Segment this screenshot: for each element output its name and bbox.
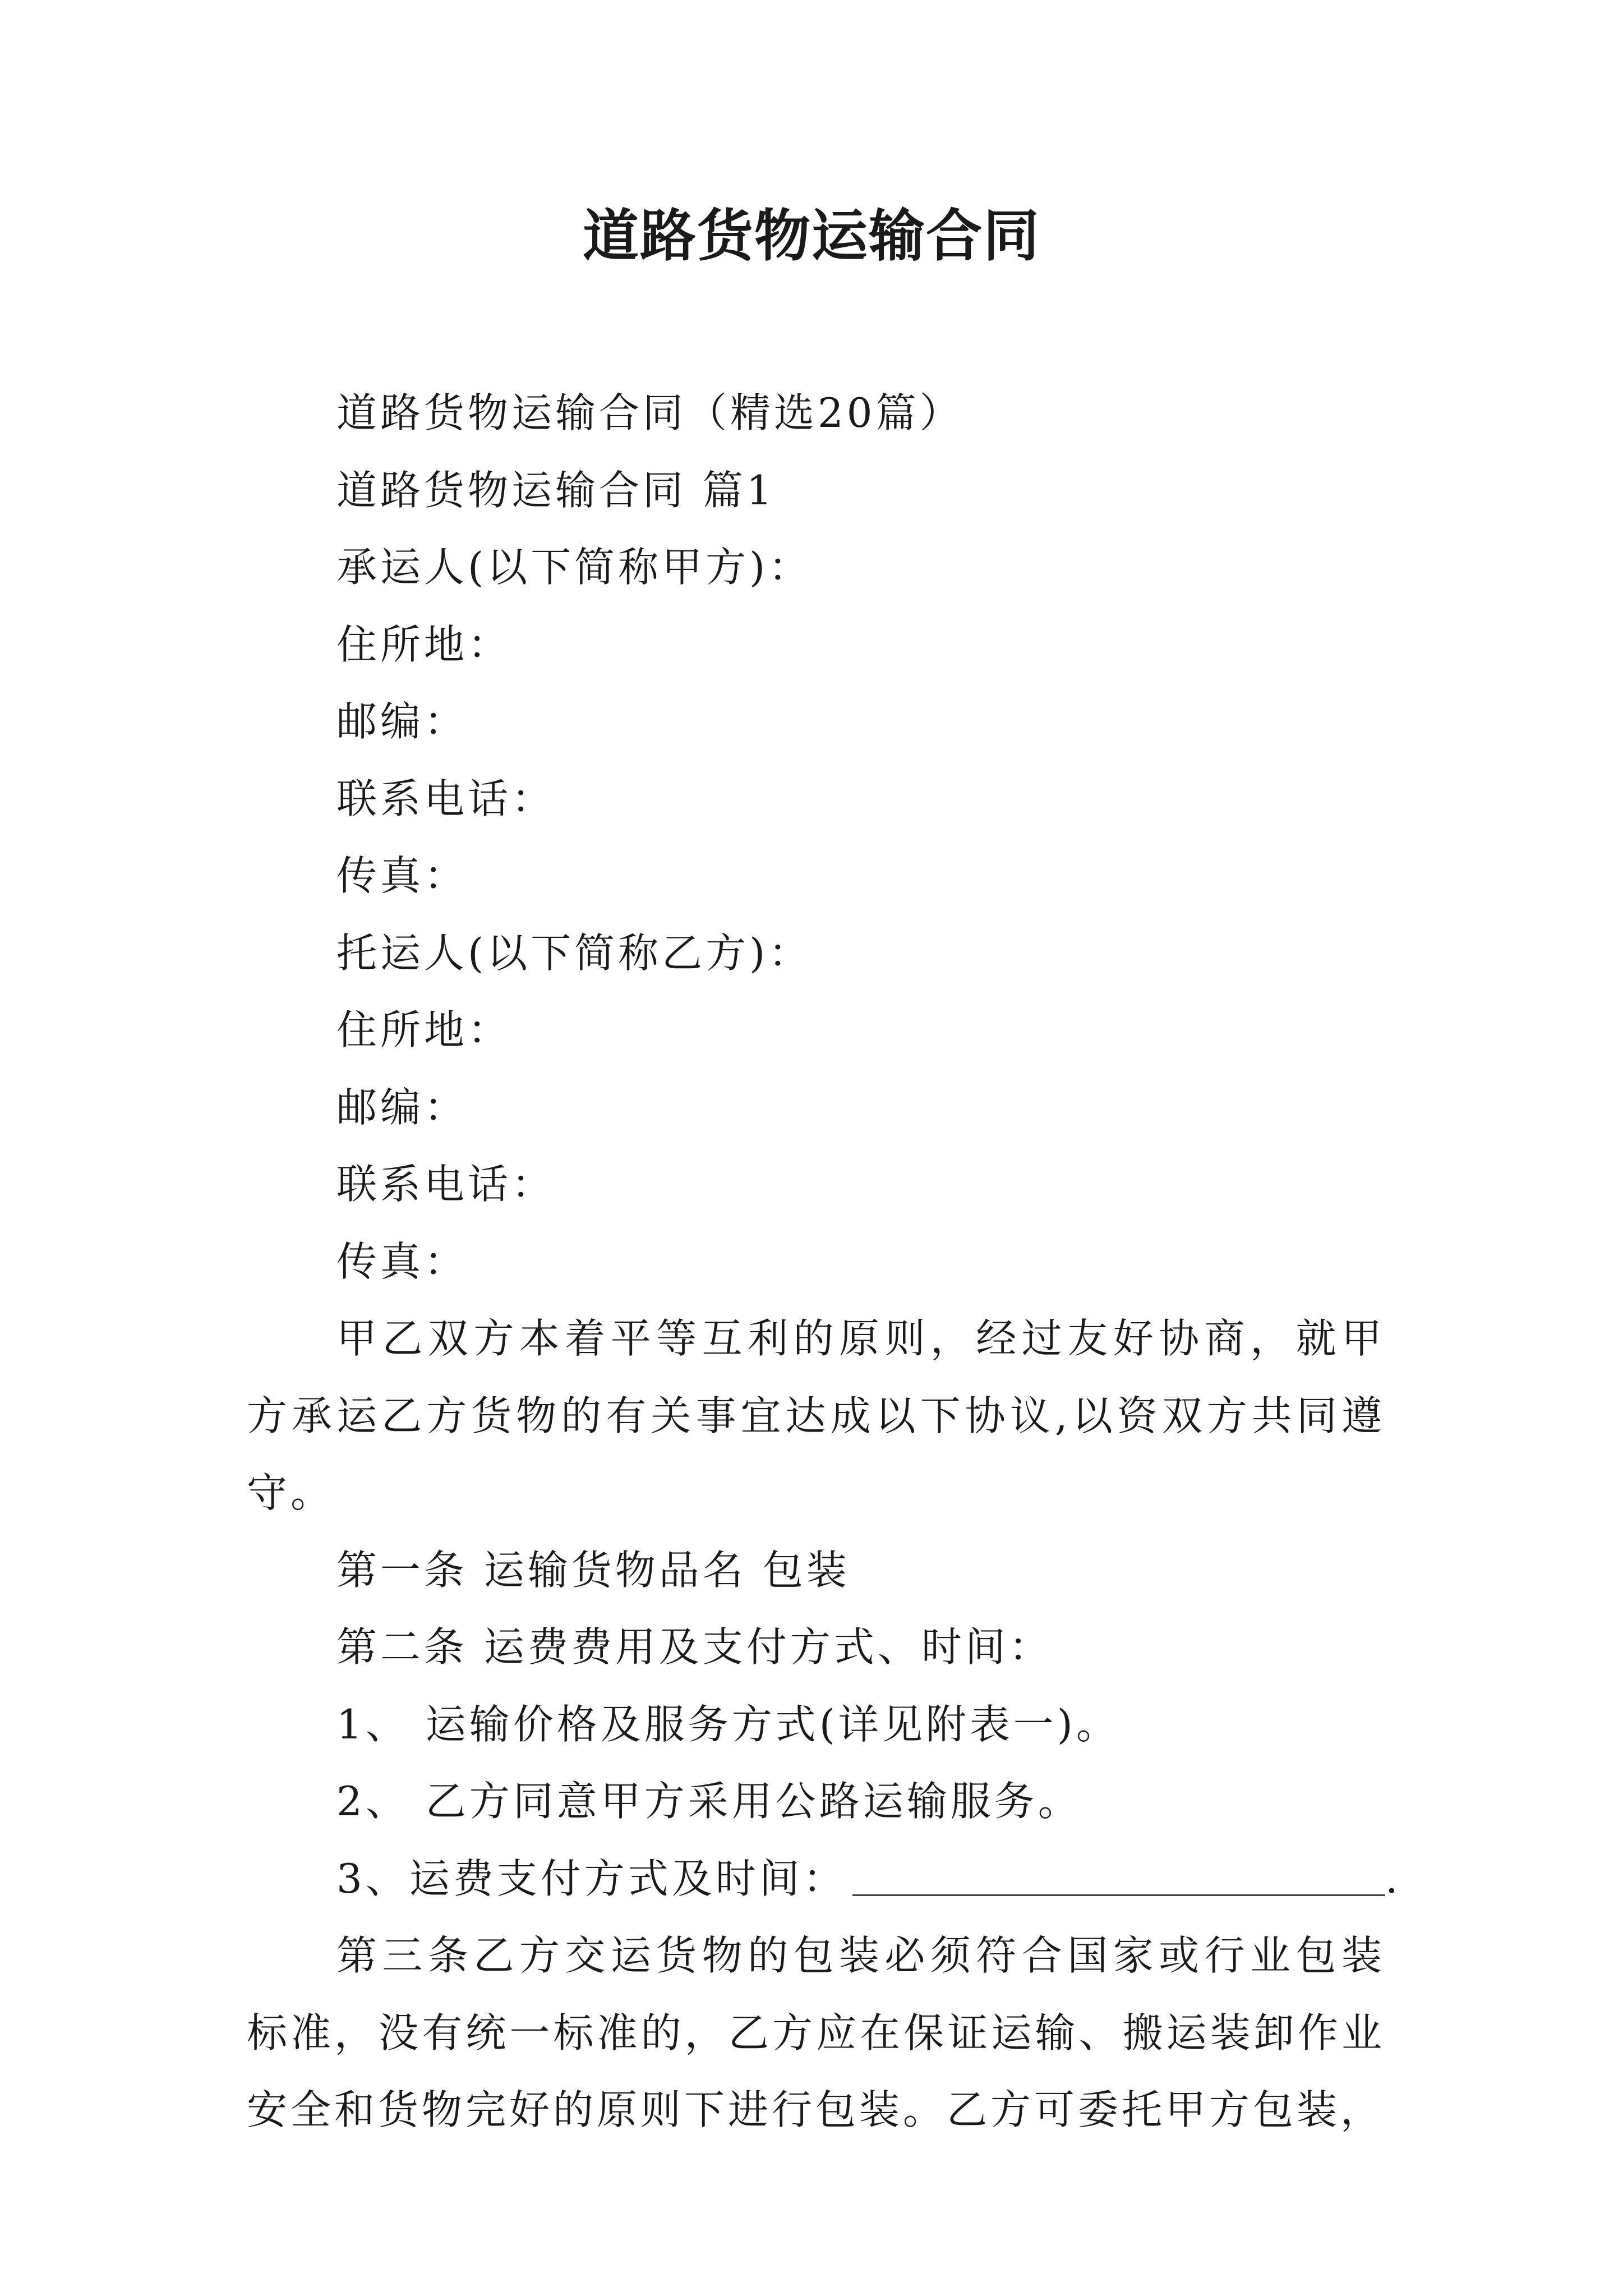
carrier-label: 承运人(以下简称甲方)：: [336, 544, 813, 591]
section-heading: 道路货物运输合同 篇1: [336, 466, 776, 514]
carrier-postcode-label: 邮编：: [336, 698, 468, 745]
shipper-postcode-label: 邮编：: [336, 1083, 468, 1131]
carrier-phone-label: 联系电话：: [336, 775, 556, 822]
carrier-address-label: 住所地：: [336, 620, 512, 668]
shipper-fax-label: 传真：: [336, 1237, 468, 1285]
shipper-phone-label: 联系电话：: [336, 1161, 556, 1208]
agreement-paragraph: 甲乙双方本着平等互利的原则，经过友好协商，就甲方承运乙方货物的有关事宜达成以下协议,以资双方共同遵守。: [247, 1315, 1385, 1516]
subtitle-line: 道路货物运输合同（精选20篇）: [336, 389, 963, 436]
fill-in-blank: [852, 1861, 1385, 1896]
shipper-address-label: 住所地：: [336, 1006, 512, 1053]
article-3: 第三条乙方交运货物的包装必须符合国家或行业包装标准，没有统一标准的，乙方应在保证运输、搬运装卸作业安全和货物完好的原则下进行包装。乙方可委托甲方包装，: [247, 1932, 1385, 2133]
document-body: [247, 375, 1401, 2149]
article-2-item-2: 2、 乙方同意甲方采用公路运输服务。: [336, 1778, 1082, 1825]
article-1: 第一条 运输货物品名 包装: [336, 1546, 850, 1594]
carrier-fax-label: 传真：: [336, 852, 468, 899]
blank-end-mark: .: [1385, 1855, 1401, 1902]
shipper-label: 托运人(以下简称乙方)：: [336, 929, 813, 977]
payment-method-label: 3、运费支付方式及时间：: [336, 1855, 847, 1902]
article-2-item-3: [247, 1841, 1401, 1918]
article-2-item-1: 1、 运输价格及服务方式(详见附表一)。: [336, 1700, 1120, 1748]
article-2: 第二条 运费费用及支付方式、时间：: [336, 1623, 1053, 1671]
document-title: 道路货物运输合同: [583, 203, 1040, 269]
